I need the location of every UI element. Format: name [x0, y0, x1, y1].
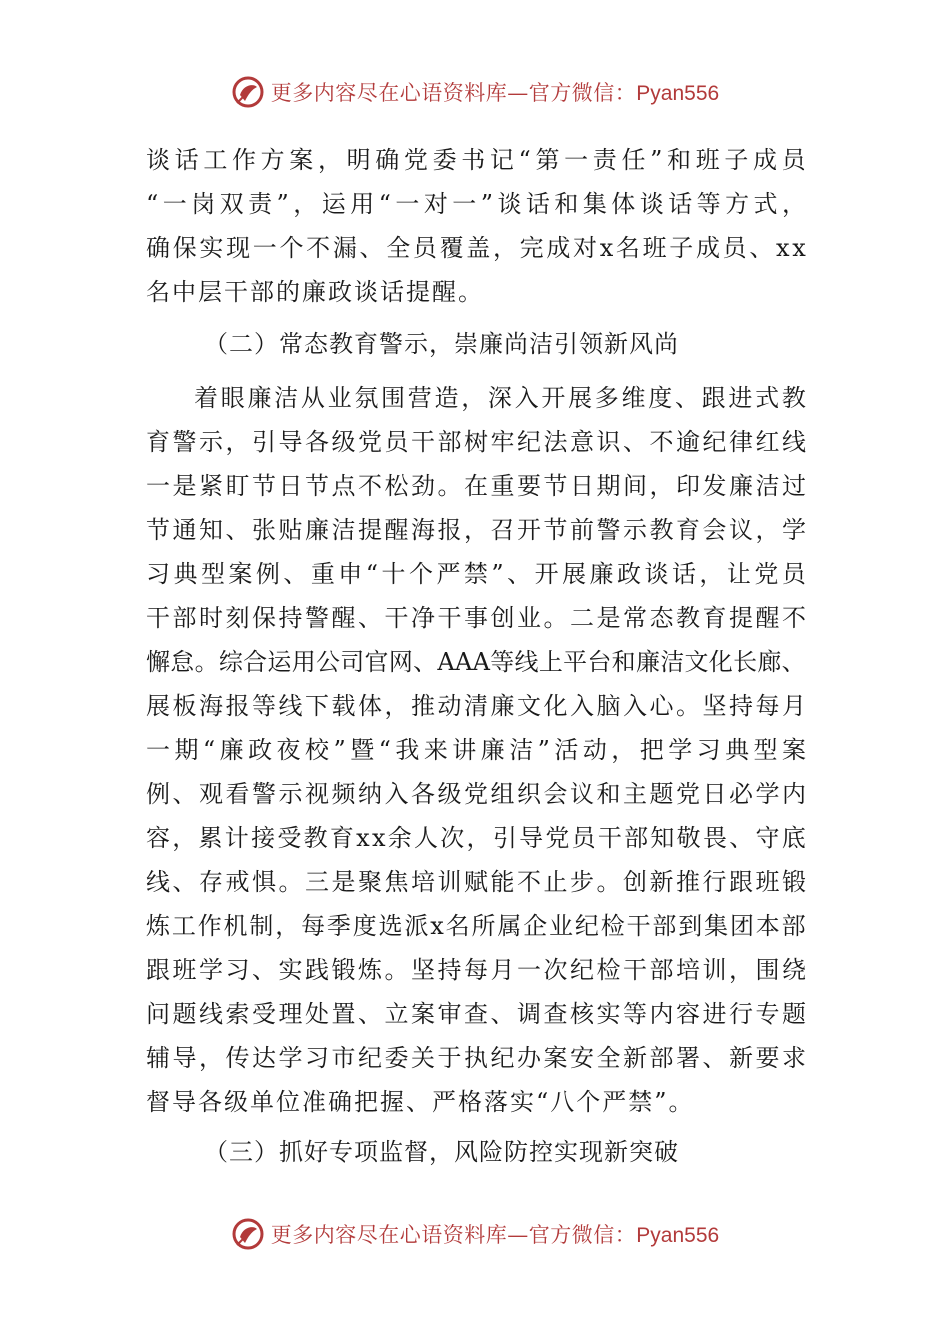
- text-line: 跟 班 学 习 、 实 践 锻 炼 。 坚 持 每 月 一 次 纪 检 干 部 培 训 ， 围 绕: [146, 956, 806, 984]
- text-line: 育 警 示 ， 引 导 各 级 党 员 干 部 树 牢 纪 法 意 识 、 不 逾 纪 律 红 线: [146, 428, 806, 456]
- text-line: 容 ， 累 计 接 受 教 育 x x 余 人 次 ， 引 导 党 员 干 部 知 敬 畏 、 守 底: [146, 824, 806, 852]
- text-line: 习 典 型 案 例 、 重 申 “ 十 个 严 禁 ” 、 开 展 廉 政 谈 话 ， 让 党 员: [146, 560, 806, 588]
- text-line: 一 期 “ 廉 政 夜 校 ” 暨 “ 我 来 讲 廉 洁 ” 活 动 ， 把 学 习 典 型 案: [146, 736, 806, 764]
- watermark-banner-top: [0, 72, 950, 112]
- pen-heart-logo-icon: [231, 1217, 265, 1251]
- text-line: 炼 工 作 机 制 ， 每 季 度 选 派 x 名 所 属 企 业 纪 检 干 部 到 集 团 本 部: [146, 912, 806, 940]
- text-line: 线 、 存 戒 惧 。 三 是 聚 焦 培 训 赋 能 不 止 步 。 创 新 推 行 跟 班 锻: [146, 868, 806, 896]
- pen-heart-logo-icon: [231, 75, 265, 109]
- text-line: 辅 导 ， 传 达 学 习 市 纪 委 关 于 执 纪 办 案 安 全 新 部 署 、 新 要 求: [146, 1044, 806, 1072]
- text-line: 展 板 海 报 等 线 下 载 体 ， 推 动 清 廉 文 化 入 脑 入 心 。 坚 持 每 月: [146, 692, 806, 720]
- text-line: 名中层干部的廉政谈话提醒。: [146, 278, 484, 306]
- text-line: 例 、 观 看 警 示 视 频 纳 入 各 级 党 组 织 会 议 和 主 题 党 日 必 学 内: [146, 780, 806, 808]
- watermark-text: 更多内容尽在心语资料库—官方微信：Pyan556: [270, 1223, 720, 1247]
- text-line: “ 一 岗 双 责 ” ， 运 用 “ 一 对 一 ” 谈 话 和 集 体 谈 话 等 方 式 ，: [146, 190, 806, 218]
- text-line: 懈 怠 。 综 合 运 用 公 司 官 网 、 A A A 等 线 上 平 台 和 廉 洁 文 化 长 廊 、: [146, 648, 806, 676]
- text-line: 一 是 紧 盯 节 日 节 点 不 松 劲 。 在 重 要 节 日 期 间 ， 印 发 廉 洁 过: [146, 472, 806, 500]
- text-line: 督导各级单位准确把握、严格落实“八个严禁”。: [146, 1088, 695, 1116]
- text-line: 问 题 线 索 受 理 处 置 、 立 案 审 查 、 调 查 核 实 等 内 容 进 行 专 题: [146, 1000, 806, 1028]
- text-line: 确 保 实 现 一 个 不 漏 、 全 员 覆 盖 ， 完 成 对 x 名 班 子 成 员 、 x x: [146, 234, 806, 262]
- text-line: 节 通 知 、 张 贴 廉 洁 提 醒 海 报 ， 召 开 节 前 警 示 教 育 会 议 ， 学: [146, 516, 806, 544]
- watermark-banner-bottom: [0, 1214, 950, 1254]
- text-line: 干 部 时 刻 保 持 警 醒 、 干 净 干 事 创 业 。 二 是 常 态 教 育 提 醒 不: [146, 604, 806, 632]
- text-line: 着 眼 廉 洁 从 业 氛 围 营 造 ， 深 入 开 展 多 维 度 、 跟 进 式 教: [194, 384, 806, 412]
- section-heading-3: （三）抓好专项监督，风险防控实现新突破: [204, 1138, 679, 1166]
- text-line: 谈 话 工 作 方 案 ， 明 确 党 委 书 记 “ 第 一 责 任 ” 和 班 子 成 员: [146, 146, 806, 174]
- section-heading-2: （二）常态教育警示，崇廉尚洁引领新风尚: [204, 330, 679, 358]
- watermark-text: 更多内容尽在心语资料库—官方微信：Pyan556: [270, 81, 720, 105]
